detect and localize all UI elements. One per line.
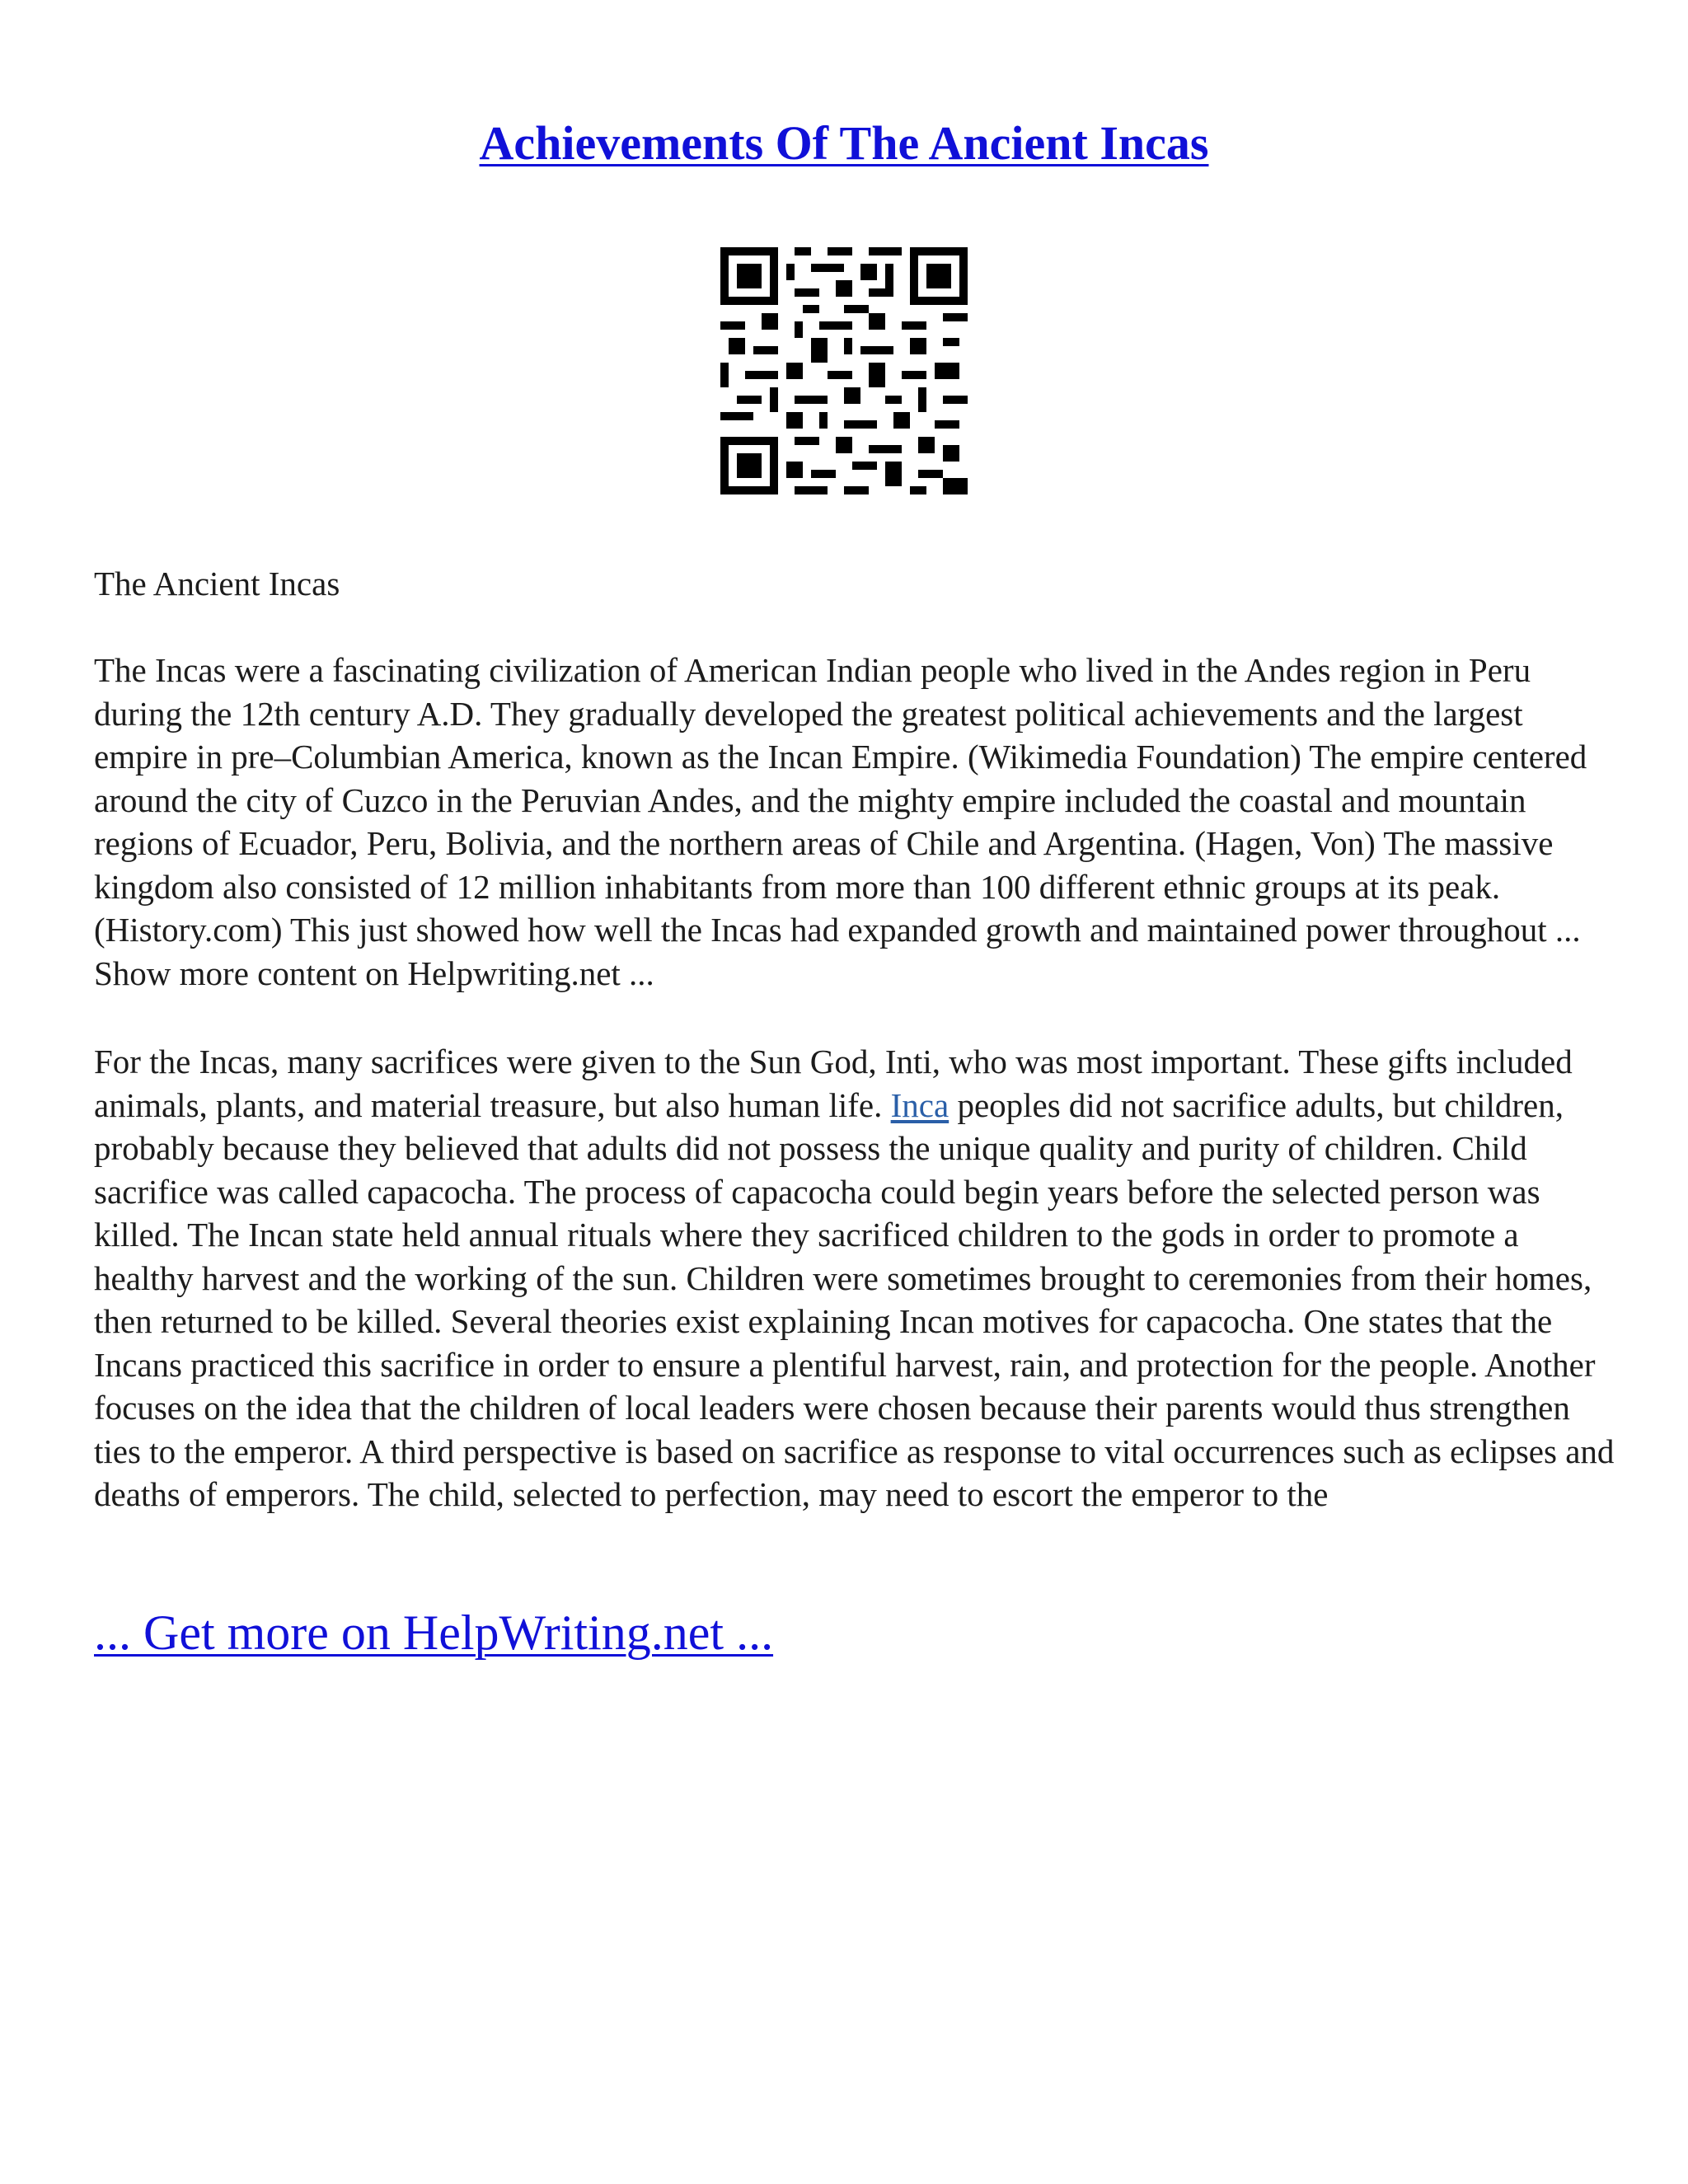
qr-code-icon bbox=[720, 247, 968, 494]
paragraph-2 bbox=[94, 1040, 1619, 1516]
paragraph-2-text-end: peoples did not sacrifice adults, but children, probably because they believed that adults did not possess the unique quality and purity of children. Child sacrifice was called capacocha. The process of capacocha could begin years before the selected person was killed. The Incan state held annual rituals where they sacrificed children to the gods in order to promote a healthy harvest and the working of the sun. Children were sometimes brought to ceremonies from their homes, then returned to be killed. Several theories exist explaining Incan motives for capacocha. One states that the Incans practiced this sacrifice in order to ensure a plentiful harvest, rain, and protection for the people. Another focuses on the idea that the children of local leaders were chosen because their parents would thus strengthen ties to the emperor. A third perspective is based on sacrifice as response to vital occurrences such as eclipses and deaths of emperors. The child, selected to perfection, may need to escort the emperor to the bbox=[94, 1085, 1615, 1513]
section-heading: The Ancient Incas bbox=[94, 565, 340, 602]
paragraph-1: The Incas were a fascinating civilization of American Indian people who lived in the Andes region in Peru during the 12th century A.D. They gradually developed the greatest political achievements and the largest empire in pre–Columbian America, known as the Incan Empire. (Wikimedia Foundation) The empire centered around the city of Cuzco in the Peruvian Andes, and the mighty empire included the coastal and mountain regions of Ecuador, Peru, Bolivia, and the northern areas of Chile and Argentina. (Hagen, Von) The massive kingdom also consisted of 12 million inhabitants from more than 100 different ethnic groups at its peak. (History.com) This just showed how well the Incas had expanded growth and maintained power throughout ... Show more content on Helpwriting.net ... bbox=[94, 651, 1587, 992]
title-link[interactable]: Achievements Of The Ancient Incas bbox=[479, 116, 1209, 170]
page-title bbox=[0, 114, 1688, 173]
get-more-link-container bbox=[94, 1603, 773, 1662]
get-more-link[interactable]: ... Get more on HelpWriting.net ... bbox=[94, 1605, 774, 1660]
paragraph-2-text-start: For the Incas, many sacrifices were given to the Sun God, Inti, who was most important. These gifts included animals, plants, and material treasure, but also human life. bbox=[94, 1043, 1573, 1124]
inca-link[interactable]: Inca bbox=[890, 1085, 950, 1124]
